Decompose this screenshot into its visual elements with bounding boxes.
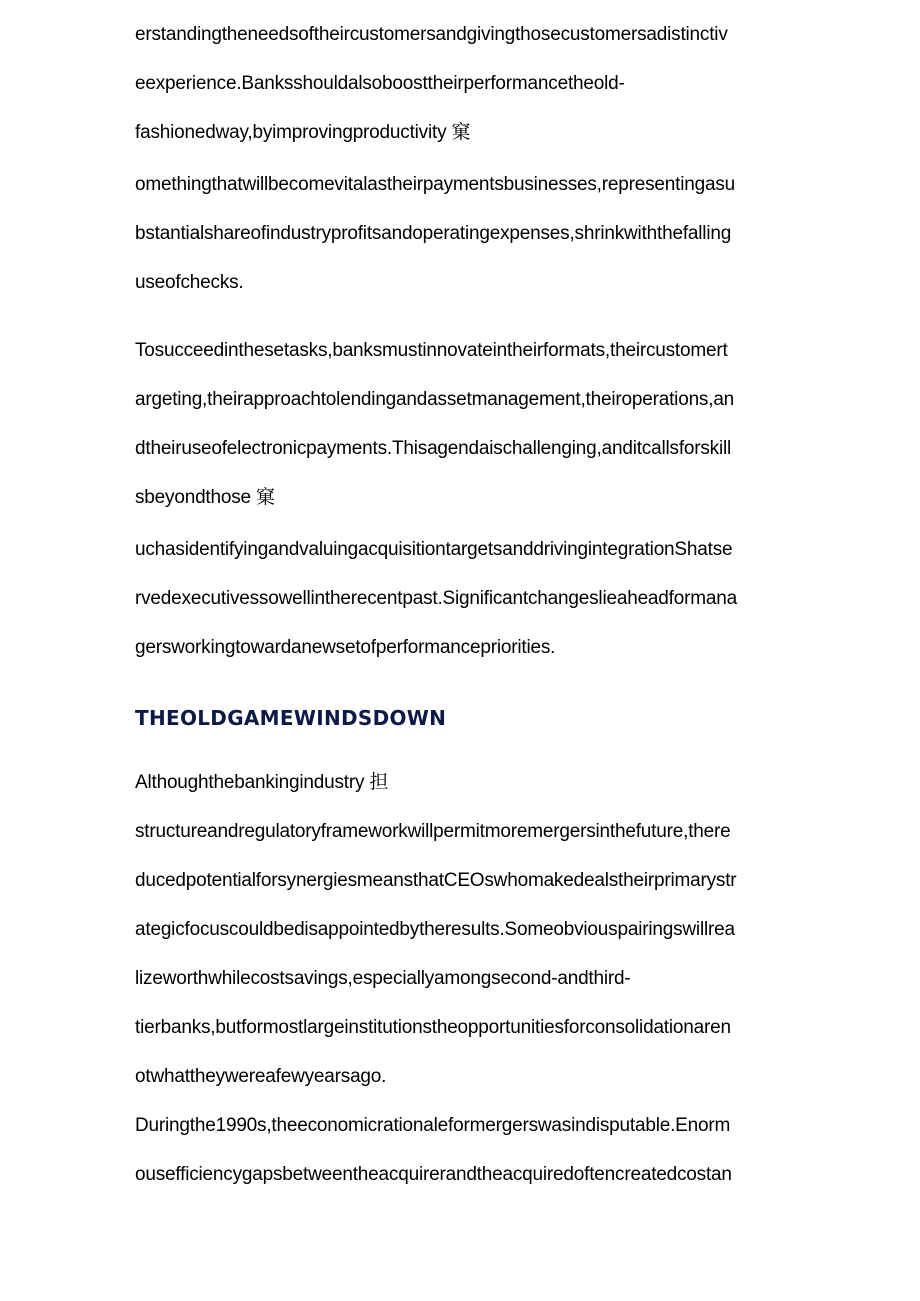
text-line: ducedpotentialforsynergiesmeansthatCEOswhomakedealstheirprimarystr [135,870,737,891]
text-line: ousefficiencygapsbetweentheacquirerandtheacquiredoftencreatedcostan [135,1164,732,1185]
paragraph-2 [135,326,795,672]
paragraph-1 [135,10,795,307]
text-line: ategicfocuscouldbedisappointedbytheresults.Someobviouspairingswillrea [135,919,735,940]
text-line: Tosucceedinthesetasks,banksmustinnovateintheirformats,theircustomert [135,340,728,361]
text-line: omethingthatwillbecomevitalastheirpaymentsbusinesses,representingasu [135,174,736,195]
text-line: Althoughthebankingindustry 担 [135,772,389,793]
text-line: sbeyondthose 窠 [135,487,275,508]
text-line: useofchecks. [135,272,244,293]
text-line: fashionedway,byimprovingproductivity 窠 [135,122,471,143]
text-line: gersworkingtowardanewsetofperformancepriorities. [135,637,556,658]
text-line: argeting,theirapproachtolendingandassetmanagement,theiroperations,an [135,389,735,410]
text-line: eexperience.Banksshouldalsoboosttheirperformancetheold- [135,73,625,94]
section-paragraph-2 [135,1101,795,1199]
text-line: Duringthe1990s,theeconomicrationaleformergerswasindisputable.Enorm [135,1115,731,1136]
text-line: erstandingtheneedsoftheircustomersandgivingthosecustomersadistinctiv [135,24,728,45]
document-page [135,0,795,1199]
section-heading: THEOLDGAMEWINDSDOWN [135,706,447,730]
text-line: tierbanks,butformostlargeinstitutionstheopportunitiesforconsolidationaren [135,1017,731,1038]
section-paragraph-1 [135,758,795,1101]
text-line: rvedexecutivessowellintherecentpast.Significantchangeslieaheadformana [135,588,737,609]
paragraph-spacer [135,307,795,326]
text-line: otwhattheywereafewyearsago. [135,1066,387,1087]
text-line: lizeworthwhilecostsavings,especiallyamongsecond-andthird- [135,968,631,989]
text-line: uchasidentifyingandvaluingacquisitiontargetsanddrivingintegrationShatse [135,539,733,560]
text-line: bstantialshareofindustryprofitsandoperatingexpenses,shrinkwiththefalling [135,223,732,244]
text-line: dtheiruseofelectronicpayments.Thisagendaischallenging,anditcallsforskill [135,438,732,459]
text-line: structureandregulatoryframeworkwillpermitmoremergersinthefuture,there [135,821,731,842]
